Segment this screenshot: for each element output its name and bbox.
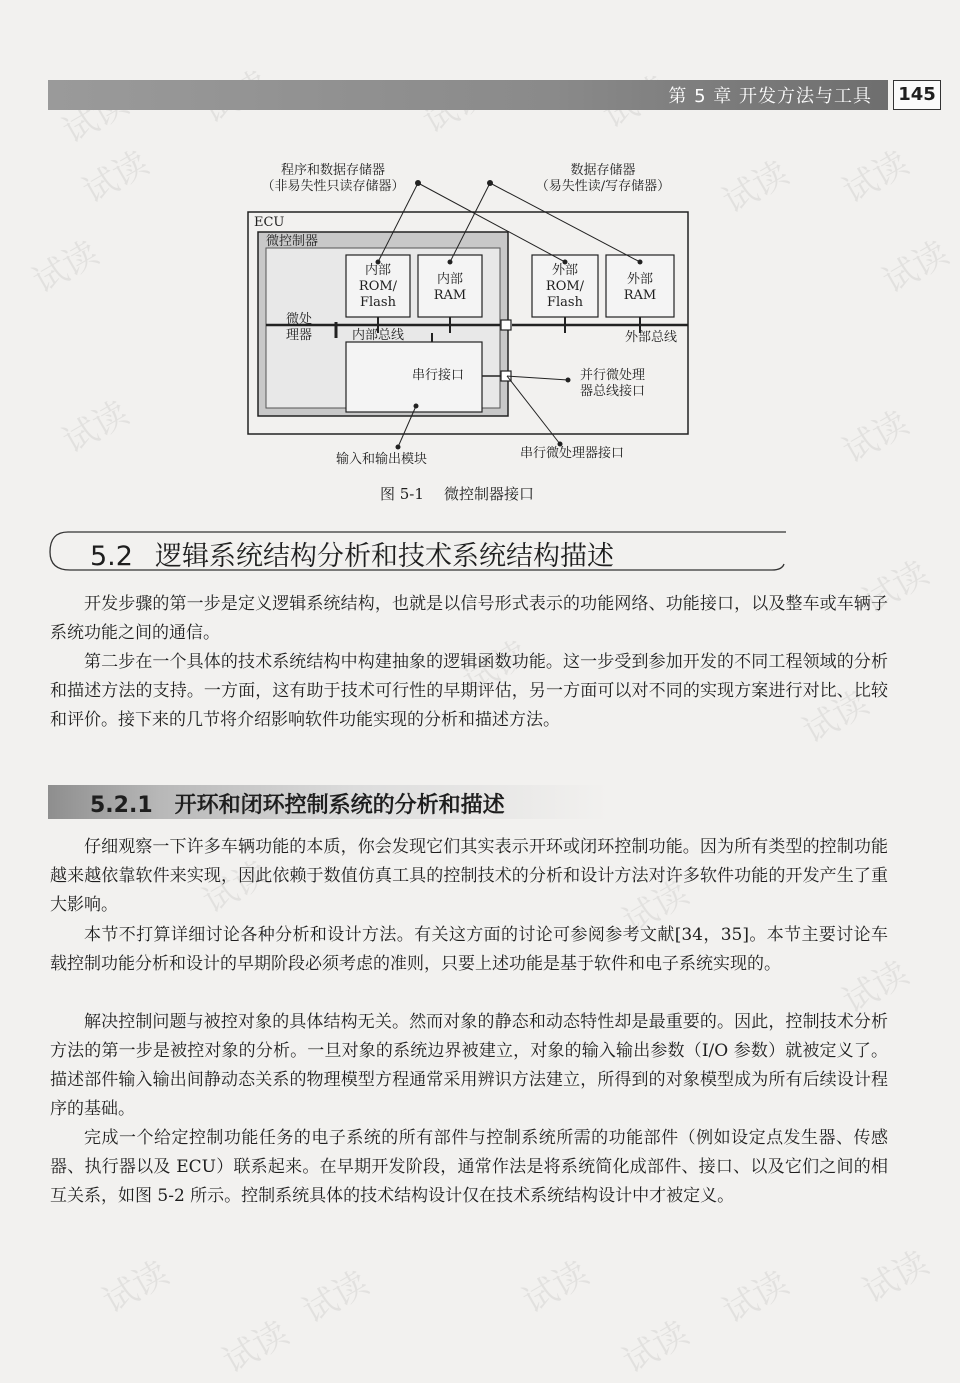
watermark: 试读 <box>716 153 796 222</box>
figure-label-internal-ram: 内部 RAM <box>433 272 467 303</box>
watermark: 试读 <box>616 1313 696 1382</box>
watermark: 试读 <box>76 143 156 212</box>
section-title <box>90 534 614 573</box>
section-title-text: 逻辑系统结构分析和技术系统结构描述 <box>154 541 614 572</box>
watermark: 试读 <box>516 1253 596 1322</box>
subsection-number: 5.2.1 <box>90 793 153 818</box>
watermark: 试读 <box>856 1243 936 1312</box>
subsection-title-text: 开环和闭环控制系统的分析和描述 <box>174 793 505 818</box>
subsection-title <box>90 788 505 819</box>
paragraph: 本节不打算详细讨论各种分析和设计方法。有关这方面的讨论可参阅参考文献[34，35]。本节主要讨论车载控制功能分析和设计的早期阶段必须考虑的准则，只要上述功能是基于软件和电子系统实现的。 <box>50 925 888 974</box>
figure-caption <box>380 483 534 504</box>
watermark: 试读 <box>216 1313 296 1382</box>
figure-label-serial-interface: 串行接口 <box>412 368 465 383</box>
watermark: 试读 <box>196 853 276 922</box>
figure-label-external-ram: 外部 RAM <box>623 272 657 303</box>
watermark: 试读 <box>616 873 696 942</box>
page-number: 145 <box>893 80 941 110</box>
section-number: 5.2 <box>90 541 133 572</box>
figure-caption-number: 图 5-1 <box>380 485 424 503</box>
figure-label-serial-processor-interface: 串行微处理器接口 <box>520 446 625 461</box>
watermark: 试读 <box>96 1253 176 1322</box>
watermark: 试读 <box>716 1263 796 1332</box>
watermark: 试读 <box>856 553 936 622</box>
watermark: 试读 <box>56 393 136 462</box>
figure-label-internal-rom: 内部 ROM/ Flash <box>358 263 398 310</box>
subsection-heading-5-2-1 <box>48 785 608 819</box>
figure-microcontroller-interface <box>0 0 960 520</box>
figure-label-program-memory: 程序和数据存储器 （非易失性只读存储器） <box>261 163 405 194</box>
watermark: 试读 <box>876 233 956 302</box>
figure-label-microcontroller: 微控制器 <box>266 234 319 249</box>
figure-caption-title: 微控制器接口 <box>443 485 534 503</box>
paragraph: 开发步骤的第一步是定义逻辑系统结构，也就是以信号形式表示的功能网络、功能接口，以及整车或车辆子系统功能之间的通信。 <box>50 594 888 643</box>
watermark: 试读 <box>296 1263 376 1332</box>
watermark: 试读 <box>836 403 916 472</box>
figure-label-internal-bus: 内部总线 <box>352 328 405 343</box>
watermark: 试读 <box>26 233 106 302</box>
paragraph: 完成一个给定控制功能任务的电子系统的所有部件与控制系统所需的功能部件（例如设定点发生器、传感器、执行器以及 ECU）联系起来。在早期开发阶段，通常作法是将系统简化成部件、接口、以及它们之间的相互关系，如图 5-2 所示。控制系统具体的技术结构设计仅在技术系统结构设计中才被定义。 <box>50 1128 888 1206</box>
watermark: 试读 <box>836 953 916 1022</box>
watermark: 试读 <box>796 683 876 752</box>
figure-label-data-memory: 数据存储器 （易失性读/写存储器） <box>535 163 671 194</box>
figure-label-ecu: ECU <box>254 215 285 230</box>
figure-label-external-bus: 外部总线 <box>625 330 678 345</box>
watermark: 试读 <box>456 633 536 702</box>
paragraph: 第二步在一个具体的技术系统结构中构建抽象的逻辑函数功能。这一步受到参加开发的不同工程领域的分析和描述方法的支持。一方面，这有助于技术可行性的早期评估，另一方面可以对不同的实现方案进行对比、比较和评价。接下来的几节将介绍影响软件功能实现的分析和描述方法。 <box>50 652 888 730</box>
paragraph: 解决控制问题与被控对象的具体结构无关。然而对象的静态和动态特性却是最重要的。因此，控制技术分析方法的第一步是被控对象的分析。一旦对象的系统边界被建立，对象的输入输出参数（I/O 参数）就被定义了。描述部件输入输出间静动态关系的物理模型方程通常采用辨识方法建立，所得到的对象模型成为所有后续设计程序的基础。 <box>50 1012 888 1119</box>
figure-label-processor: 微处 理器 <box>286 312 313 343</box>
figure-diagram <box>0 0 960 520</box>
chapter-title: 第 5 章 开发方法与工具 <box>668 86 872 107</box>
watermark: 试读 <box>836 143 916 212</box>
figure-label-io-module: 输入和输出模块 <box>336 452 428 467</box>
paragraph: 仔细观察一下许多车辆功能的本质，你会发现它们其实表示开环或闭环控制功能。因为所有类型的控制功能越来越依靠软件来实现，因此依赖于数值仿真工具的控制技术的分析和设计方法对许多软件功能的开发产生了重大影响。 <box>50 837 888 915</box>
figure-label-parallel-interface: 并行微处理 器总线接口 <box>580 368 646 399</box>
watermark: 试读 <box>56 83 136 152</box>
figure-label-external-rom: 外部 ROM/ Flash <box>545 263 585 310</box>
section-heading-5-2 <box>48 528 788 574</box>
